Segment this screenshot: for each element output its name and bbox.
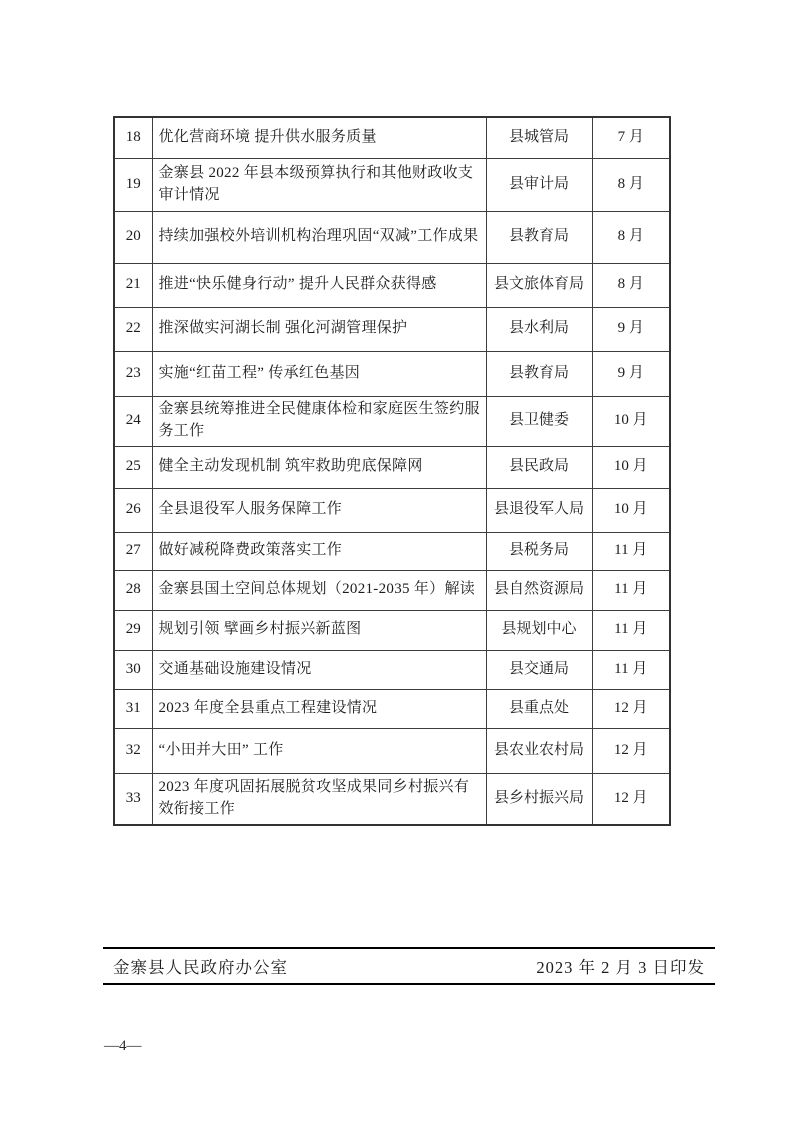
row-number-cell: 23	[114, 351, 152, 396]
department-cell: 县城管局	[486, 117, 592, 158]
table-row	[114, 263, 670, 307]
table-row	[114, 488, 670, 532]
department-cell: 县乡村振兴局	[486, 773, 592, 825]
row-number-cell: 24	[114, 396, 152, 446]
department-cell: 县水利局	[486, 307, 592, 351]
work-item-cell: 全县退役军人服务保障工作	[152, 488, 486, 532]
table-row	[114, 570, 670, 610]
row-number-cell: 30	[114, 650, 152, 689]
row-number-cell: 22	[114, 307, 152, 351]
row-number-cell: 29	[114, 610, 152, 650]
work-item-cell: 优化营商环境 提升供水服务质量	[152, 117, 486, 158]
department-cell: 县自然资源局	[486, 570, 592, 610]
month-cell: 8 月	[592, 263, 670, 307]
month-cell: 11 月	[592, 532, 670, 570]
work-item-cell: 2023 年度全县重点工程建设情况	[152, 689, 486, 728]
row-number-cell: 31	[114, 689, 152, 728]
month-cell: 10 月	[592, 488, 670, 532]
month-cell: 9 月	[592, 351, 670, 396]
issuing-office-label: 金寨县人民政府办公室	[113, 958, 288, 977]
work-item-cell: 金寨县统筹推进全民健康体检和家庭医生签约服务工作	[152, 396, 486, 446]
work-item-cell: 健全主动发现机制 筑牢救助兜底保障网	[152, 446, 486, 488]
work-item-cell: 规划引领 擘画乡村振兴新蓝图	[152, 610, 486, 650]
work-schedule-table	[113, 116, 671, 826]
print-date-label: 2023 年 2 月 3 日印发	[536, 958, 705, 977]
month-cell: 12 月	[592, 689, 670, 728]
work-item-cell: 推进“快乐健身行动” 提升人民群众获得感	[152, 263, 486, 307]
month-cell: 12 月	[592, 773, 670, 825]
department-cell: 县重点处	[486, 689, 592, 728]
row-number-cell: 33	[114, 773, 152, 825]
row-number-cell: 25	[114, 446, 152, 488]
department-cell: 县税务局	[486, 532, 592, 570]
table-row	[114, 396, 670, 446]
department-cell: 县交通局	[486, 650, 592, 689]
department-cell: 县文旅体育局	[486, 263, 592, 307]
table-row	[114, 689, 670, 728]
work-item-cell: 做好减税降费政策落实工作	[152, 532, 486, 570]
month-cell: 10 月	[592, 446, 670, 488]
row-number-cell: 26	[114, 488, 152, 532]
row-number-cell: 21	[114, 263, 152, 307]
table-row	[114, 650, 670, 689]
department-cell: 县审计局	[486, 158, 592, 211]
row-number-cell: 18	[114, 117, 152, 158]
month-cell: 8 月	[592, 158, 670, 211]
table-row	[114, 773, 670, 825]
document-footer	[103, 947, 715, 985]
month-cell: 8 月	[592, 211, 670, 263]
table-row	[114, 307, 670, 351]
table-row	[114, 117, 670, 158]
department-cell: 县教育局	[486, 211, 592, 263]
month-cell: 7 月	[592, 117, 670, 158]
department-cell: 县民政局	[486, 446, 592, 488]
month-cell: 11 月	[592, 650, 670, 689]
table-row	[114, 532, 670, 570]
month-cell: 9 月	[592, 307, 670, 351]
department-cell: 县农业农村局	[486, 728, 592, 773]
row-number-cell: 27	[114, 532, 152, 570]
month-cell: 10 月	[592, 396, 670, 446]
department-cell: 县卫健委	[486, 396, 592, 446]
page-number: —4—	[104, 1038, 142, 1054]
month-cell: 11 月	[592, 570, 670, 610]
work-item-cell: 推深做实河湖长制 强化河湖管理保护	[152, 307, 486, 351]
table-row	[114, 610, 670, 650]
department-cell: 县退役军人局	[486, 488, 592, 532]
row-number-cell: 19	[114, 158, 152, 211]
table-row	[114, 351, 670, 396]
work-item-cell: 2023 年度巩固拓展脱贫攻坚成果同乡村振兴有效衔接工作	[152, 773, 486, 825]
department-cell: 县规划中心	[486, 610, 592, 650]
department-cell: 县教育局	[486, 351, 592, 396]
work-item-cell: “小田并大田” 工作	[152, 728, 486, 773]
row-number-cell: 20	[114, 211, 152, 263]
work-item-cell: 交通基础设施建设情况	[152, 650, 486, 689]
work-item-cell: 持续加强校外培训机构治理巩固“双减”工作成果	[152, 211, 486, 263]
table-row	[114, 446, 670, 488]
row-number-cell: 32	[114, 728, 152, 773]
work-item-cell: 实施“红苗工程” 传承红色基因	[152, 351, 486, 396]
row-number-cell: 28	[114, 570, 152, 610]
table-row	[114, 728, 670, 773]
table-row	[114, 158, 670, 211]
month-cell: 11 月	[592, 610, 670, 650]
work-item-cell: 金寨县 2022 年县本级预算执行和其他财政收支审计情况	[152, 158, 486, 211]
table-row	[114, 211, 670, 263]
month-cell: 12 月	[592, 728, 670, 773]
work-item-cell: 金寨县国土空间总体规划（2021-2035 年）解读	[152, 570, 486, 610]
